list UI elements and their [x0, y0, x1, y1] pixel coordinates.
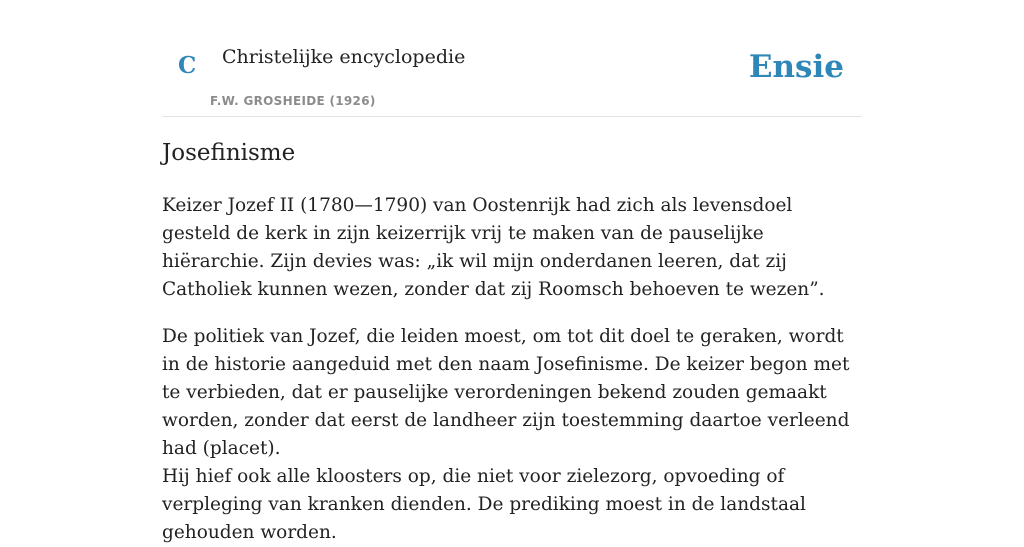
- article-paragraph: Keizer Jozef II (1780—1790) van Oostenrijk had zich als levensdoel gesteld de kerk in zijn keizerrijk vrij te maken van de pauselijke hiërarchie. Zijn devies was: „ik wil mijn onderdanen leeren, dat zij Catholiek kunnen wezen, zonder dat zij Roomsch behoeven te wezen”.: [162, 195, 825, 300]
- author-byline: F.W. GROSHEIDE (1926): [210, 94, 376, 108]
- ensie-brand-link[interactable]: Ensie: [748, 49, 844, 85]
- article-paragraph: De politiek van Jozef, die leiden moest, om tot dit doel te geraken, wordt in de historie aangeduid met den naam Josefinisme. De keizer begon met te verbieden, dat er pauselijke verordeningen bekend zouden gemaakt worden, zonder dat eerst de landheer zijn toestemming daartoe verleend had (placet).: [162, 326, 850, 459]
- site-header: [162, 0, 862, 117]
- encyclopedia-title[interactable]: Christelijke encyclopedie: [222, 46, 466, 68]
- article-paragraph: Hij hief ook alle kloosters op, die niet voor zielezorg, opvoeding of verpleging van kranken dienden. De prediking moest in de landstaal gehouden worden.: [162, 466, 806, 543]
- encyclopedia-logo-icon[interactable]: C: [178, 52, 197, 79]
- article-title: Josefinisme: [162, 140, 296, 166]
